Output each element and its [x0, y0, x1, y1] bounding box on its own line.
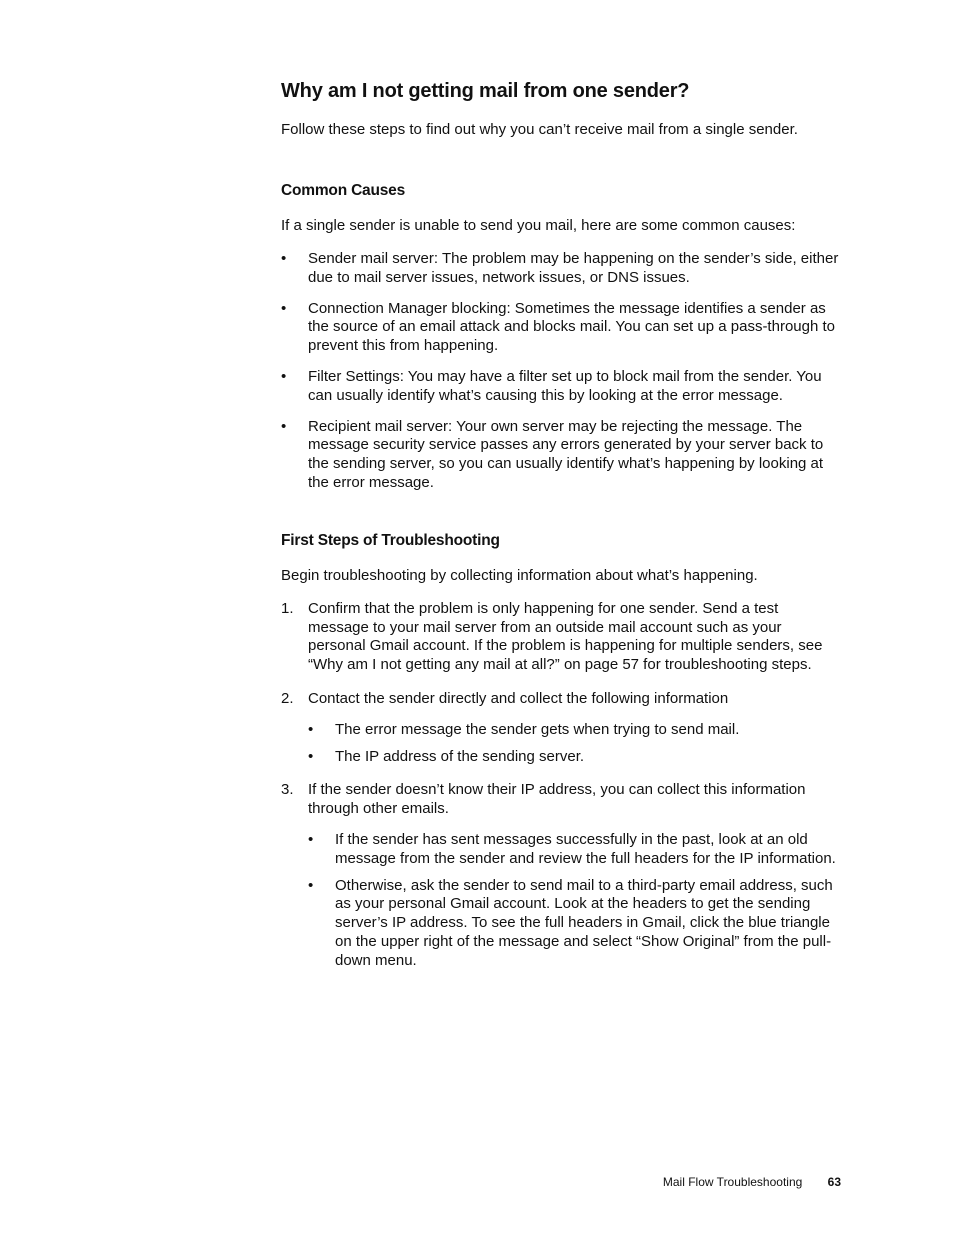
- list-item-text: Sender mail server: The problem may be happening on the sender’s side, either due to mail server issues, network issues, or DNS issues.: [308, 250, 839, 286]
- bullet-marker: •: [308, 876, 314, 894]
- sub-list-item-text: The IP address of the sending server.: [335, 747, 585, 765]
- step-number: 1.: [281, 599, 294, 617]
- list-item-text: Filter Settings: You may have a filter set up to block mail from the sender. You can usually identify what’s causing this by looking at the error message.: [308, 367, 822, 404]
- common-causes-heading: Common Causes: [281, 182, 406, 199]
- step-text: Confirm that the problem is only happening for one sender. Send a test message to your mail server from an outside mail account such as your personal Gmail account. If the problem is happening for multiple senders, see “Why am I not getting any mail at all?” on page 57 for troubleshooting steps.: [308, 599, 823, 674]
- bullet-marker: •: [281, 250, 287, 267]
- sub-list: [308, 831, 841, 971]
- sub-list-item-text: Otherwise, ask the sender to send mail to a third-party email address, such as your personal Gmail account. Look at the headers to get the sending server’s IP address. To see the full headers in Gmail, click the blue triangle on the upper right of the message and select “Show Original” from the pull-down menu.: [335, 876, 833, 969]
- step-number: 3.: [281, 781, 294, 799]
- sub-list-item-text: If the sender has sent messages successfully in the past, look at an old message from the sender and review the full headers for the IP information.: [335, 830, 836, 867]
- list-item: [281, 300, 841, 356]
- sub-list-item-text: The error message the sender gets when trying to send mail.: [335, 720, 740, 738]
- troubleshooting-steps-list: [281, 600, 841, 971]
- sub-list-item: [308, 748, 841, 767]
- bullet-marker: •: [308, 720, 314, 738]
- page-number: 63: [827, 1175, 841, 1189]
- first-steps-lead: Begin troubleshooting by collecting information about what’s happening.: [281, 566, 758, 584]
- bullet-marker: •: [281, 299, 287, 317]
- step-item: [281, 781, 841, 970]
- common-causes-list: [281, 250, 841, 493]
- list-item: [281, 250, 841, 288]
- bullet-marker: •: [281, 417, 287, 435]
- sub-list-item: [308, 877, 841, 971]
- sub-list-item: [308, 831, 841, 869]
- bullet-marker: •: [308, 830, 314, 848]
- list-item-text: Recipient mail server: Your own server may be rejecting the message. The message security service passes any errors generated by your server back to the sending server, so you can usually identify what’s happening by looking at the error message.: [308, 417, 824, 491]
- common-causes-lead: If a single sender is unable to send you mail, here are some common causes:: [281, 217, 796, 234]
- page-title: Why am I not getting mail from one sender?: [281, 80, 690, 102]
- page-footer: [663, 1175, 841, 1189]
- footer-section-title: Mail Flow Troubleshooting: [662, 1175, 803, 1189]
- step-number: 2.: [281, 689, 294, 707]
- step-item: [281, 690, 841, 766]
- list-item-text: Connection Manager blocking: Sometimes the message identifies a sender as the source of an email attack and blocks mail. You can set up a pass-through to prevent this from happening.: [308, 299, 835, 355]
- intro-paragraph: Follow these steps to find out why you can’t receive mail from a single sender.: [281, 121, 798, 138]
- sub-list-item: [308, 721, 841, 740]
- step-text: Contact the sender directly and collect the following information: [308, 689, 729, 707]
- list-item: [281, 418, 841, 493]
- page-content: [281, 79, 841, 986]
- list-item: [281, 368, 841, 406]
- first-steps-heading: First Steps of Troubleshooting: [281, 531, 500, 549]
- step-item: [281, 600, 841, 675]
- bullet-marker: •: [281, 367, 287, 385]
- step-text: If the sender doesn’t know their IP address, you can collect this information through other emails.: [308, 781, 806, 818]
- bullet-marker: •: [308, 747, 314, 765]
- sub-list: [308, 721, 841, 767]
